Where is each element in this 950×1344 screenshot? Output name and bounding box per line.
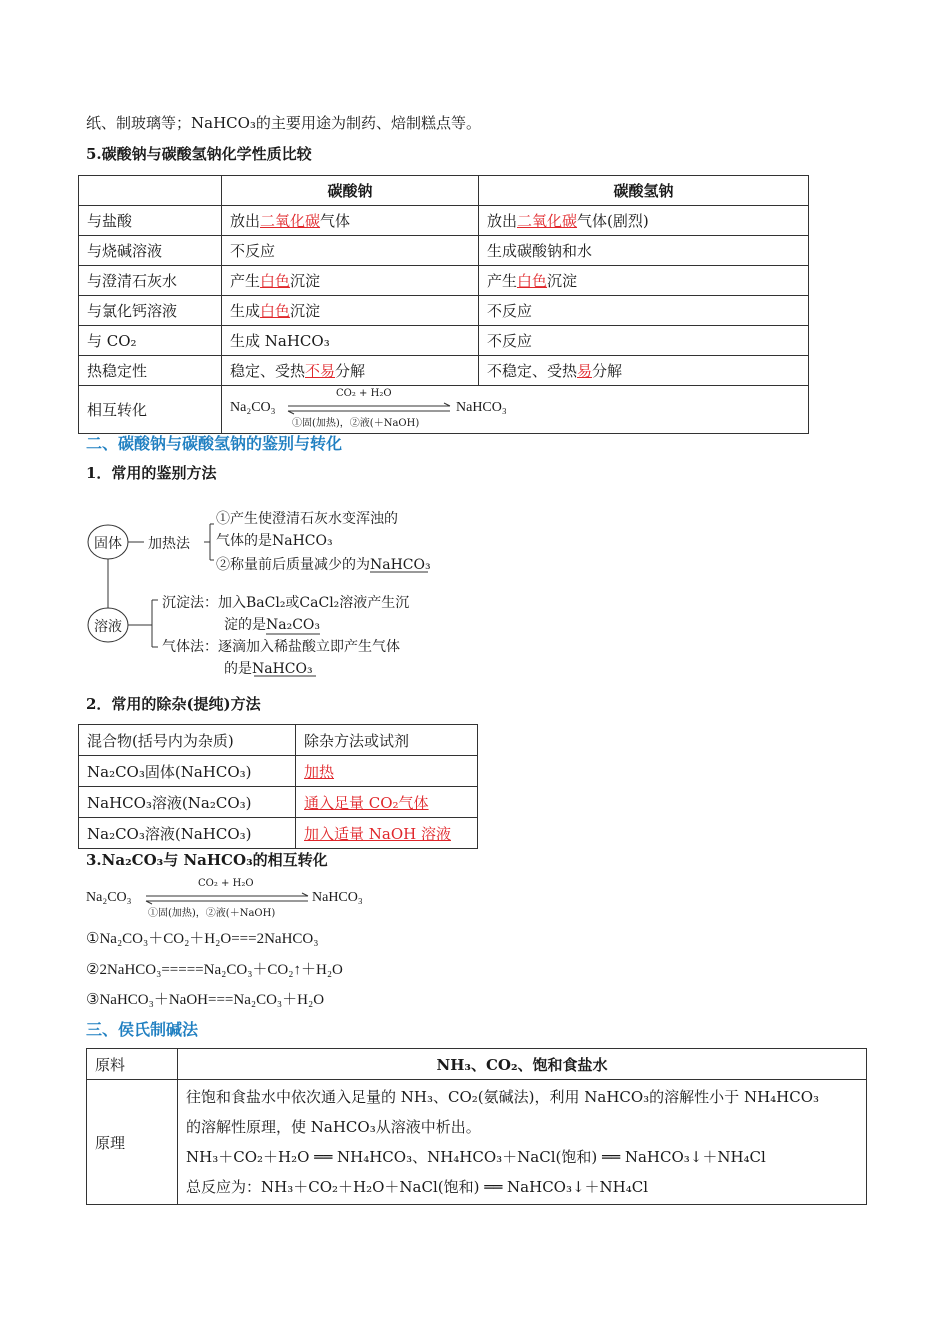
cell-text-pre: 产生 [487,272,518,290]
compare-nahco3-cell [479,296,809,326]
cell-text-pre: 稳定、受热 [230,362,306,380]
hou-principle-line-3: NH₃＋CO₂＋H₂O ══ NH₄HCO₃、NH₄HCO₃＋NaCl(饱和) ══ NaHCO₃↓＋NH₄Cl [186,1148,766,1166]
conversion2-above: CO₂ + H₂O [198,878,254,889]
header-na2co3: 碳酸钠 [222,176,479,206]
purify-method [296,787,478,818]
purify-header-mix: 混合物(括号内为杂质) [79,725,296,756]
purify-mixture: Na₂CO₃溶液(NaHCO₃) [79,818,296,849]
cell-text-post: 沉淀 [290,272,321,290]
cell-text-answer: 白色 [260,302,291,320]
compare-na2co3-cell [222,296,479,326]
conversion-diagram-2 [86,876,376,920]
compare-na2co3-cell [222,326,479,356]
conversion2-left: Na₂CO₃ [86,890,132,905]
purify-header-row [79,725,478,756]
compare-row [79,266,809,296]
hou-materials-label: 原料 [87,1049,178,1080]
cell-text-pre: 不稳定、受热 [487,362,578,380]
compare-nahco3-cell [479,206,809,236]
cell-text-post: 分解 [335,362,366,380]
cell-text-post: 气体 [320,212,351,230]
compare-label: 与澄清石灰水 [79,266,222,296]
compare-label: 与氯化钙溶液 [79,296,222,326]
conversion-label: 相互转化 [79,386,222,434]
cell-text-pre: 产生 [230,272,261,290]
conversion-above: CO₂ + H₂O [336,387,392,399]
compare-nahco3-cell [479,326,809,356]
equation-2: ②2NaHCO₃=====Na₂CO₃＋CO₂↑＋H₂O [86,962,343,978]
purify-mixture: Na₂CO₃固体(NaHCO₃) [79,756,296,787]
header-nahco3: 碳酸氢钠 [479,176,809,206]
equation-3: ③NaHCO₃＋NaOH===Na₂CO₃＋H₂O [86,992,325,1008]
cell-text-answer: 不易 [305,362,336,380]
compare-na2co3-cell [222,266,479,296]
section-5-title: 5.碳酸钠与碳酸氢钠化学性质比较 [86,145,312,163]
precip-line-2: 淀的是Na₂CO₃ [224,617,321,633]
cell-text-pre: 生成碳酸钠和水 [487,242,593,260]
hou-principle-label: 原理 [87,1080,178,1205]
cell-text-pre: 放出 [487,212,518,230]
hou-principle-line-4: 总反应为：NH₃＋CO₂＋H₂O＋NaCl(饱和) ══ NaHCO₃↓＋NH₄Cl [186,1178,649,1196]
compare-row [79,206,809,236]
compare-label: 与 CO₂ [79,326,222,356]
compare-nahco3-cell [479,266,809,296]
cell-text-pre: 放出 [230,212,261,230]
purify-method [296,756,478,787]
cell-text-pre: 不反应 [487,302,533,320]
conversion-diagram [230,388,800,432]
purify-header-method: 除杂方法或试剂 [296,725,478,756]
precip-line-1: 沉淀法：加入BaCl₂或CaCl₂溶液产生沉 [162,595,410,611]
heat-item-1b: 气体的是NaHCO₃ [216,533,333,549]
cell-text-post: 分解 [592,362,623,380]
sub-1-title: 1．常用的鉴别方法 [86,464,217,482]
compare-nahco3-cell [479,356,809,386]
compare-label: 热稳定性 [79,356,222,386]
cell-text-pre: 不反应 [230,242,276,260]
cell-text-post: 沉淀 [290,302,321,320]
hou-materials-value: NH₃、CO₂、饱和食盐水 [178,1049,867,1080]
gas-line-1: 气体法：逐滴加入稀盐酸立即产生气体 [162,639,400,655]
compare-label: 与盐酸 [79,206,222,236]
purify-row [79,818,478,849]
cell-text-answer: 白色 [260,272,291,290]
compare-row [79,356,809,386]
hou-principle-line-1: 往饱和食盐水中依次通入足量的 NH₃、CO₂(氨碱法)，利用 NaHCO₃的溶解性小于 NH₄HCO₃ [186,1088,820,1106]
compare-header-row [79,176,809,206]
purify-method-answer: 加热 [304,762,335,781]
header-empty [79,176,222,206]
conversion-cell [222,386,809,434]
purify-row [79,787,478,818]
identification-diagram [86,500,446,685]
cell-text-pre: 生成 NaHCO₃ [230,332,330,350]
compare-nahco3-cell [479,236,809,266]
cell-text-post: 沉淀 [547,272,578,290]
heat-method: 加热法 [148,536,190,552]
compare-na2co3-cell [222,356,479,386]
purify-method-answer: 加入适量 NaOH 溶液 [304,824,451,843]
conversion-right: NaHCO₃ [456,399,507,415]
compare-label: 与烧碱溶液 [79,236,222,266]
purify-method-answer: 通入足量 CO₂气体 [304,793,429,812]
hou-principle-line-2: 的溶解性原理，使 NaHCO₃从溶液中析出。 [186,1118,481,1136]
conversion-left: Na₂CO₃ [230,399,276,415]
hou-principle-value [178,1080,867,1205]
solid-node: 固体 [94,536,122,552]
compare-row [79,326,809,356]
cell-text-answer: 白色 [517,272,548,290]
hou-row-principle [87,1080,867,1205]
conversion-below: ①固(加热)，②液(＋NaOH) [292,417,420,429]
conversion2-right: NaHCO₃ [312,890,363,905]
conversion2-below: ①固(加热)，②液(＋NaOH) [148,908,276,919]
compare-row [79,296,809,326]
section-2-title: 二、碳酸钠与碳酸氢钠的鉴别与转化 [86,434,343,453]
compare-na2co3-cell [222,236,479,266]
intro-line: 纸、制玻璃等；NaHCO₃的主要用途为制药、焙制糕点等。 [86,114,481,132]
cell-text-answer: 二氧化碳 [260,212,321,230]
cell-text-pre: 生成 [230,302,261,320]
hou-row-materials [87,1049,867,1080]
compare-row [79,236,809,266]
heat-item-1: ①产生使澄清石灰水变浑浊的 [216,511,398,527]
sub-3-title: 3.Na₂CO₃与 NaHCO₃的相互转化 [86,851,328,869]
section-3-title: 三、侯氏制碱法 [86,1020,199,1039]
purify-row [79,756,478,787]
cell-text-answer: 易 [577,362,593,380]
cell-text-answer: 二氧化碳 [517,212,578,230]
cell-text-post: 气体(剧烈) [577,212,649,230]
gas-line-2: 的是NaHCO₃ [224,661,313,677]
conversion-row [79,386,809,434]
hou-table [86,1048,867,1205]
solution-node: 溶液 [94,619,122,635]
purify-table [78,724,478,849]
sub-2-title: 2．常用的除杂(提纯)方法 [86,695,261,713]
equation-1: ①Na₂CO₃＋CO₂＋H₂O===2NaHCO₃ [86,931,319,947]
compare-table [78,175,809,434]
compare-na2co3-cell [222,206,479,236]
cell-text-pre: 不反应 [487,332,533,350]
heat-item-2: ②称量前后质量减少的为NaHCO₃ [216,557,431,573]
purify-mixture: NaHCO₃溶液(Na₂CO₃) [79,787,296,818]
purify-method [296,818,478,849]
